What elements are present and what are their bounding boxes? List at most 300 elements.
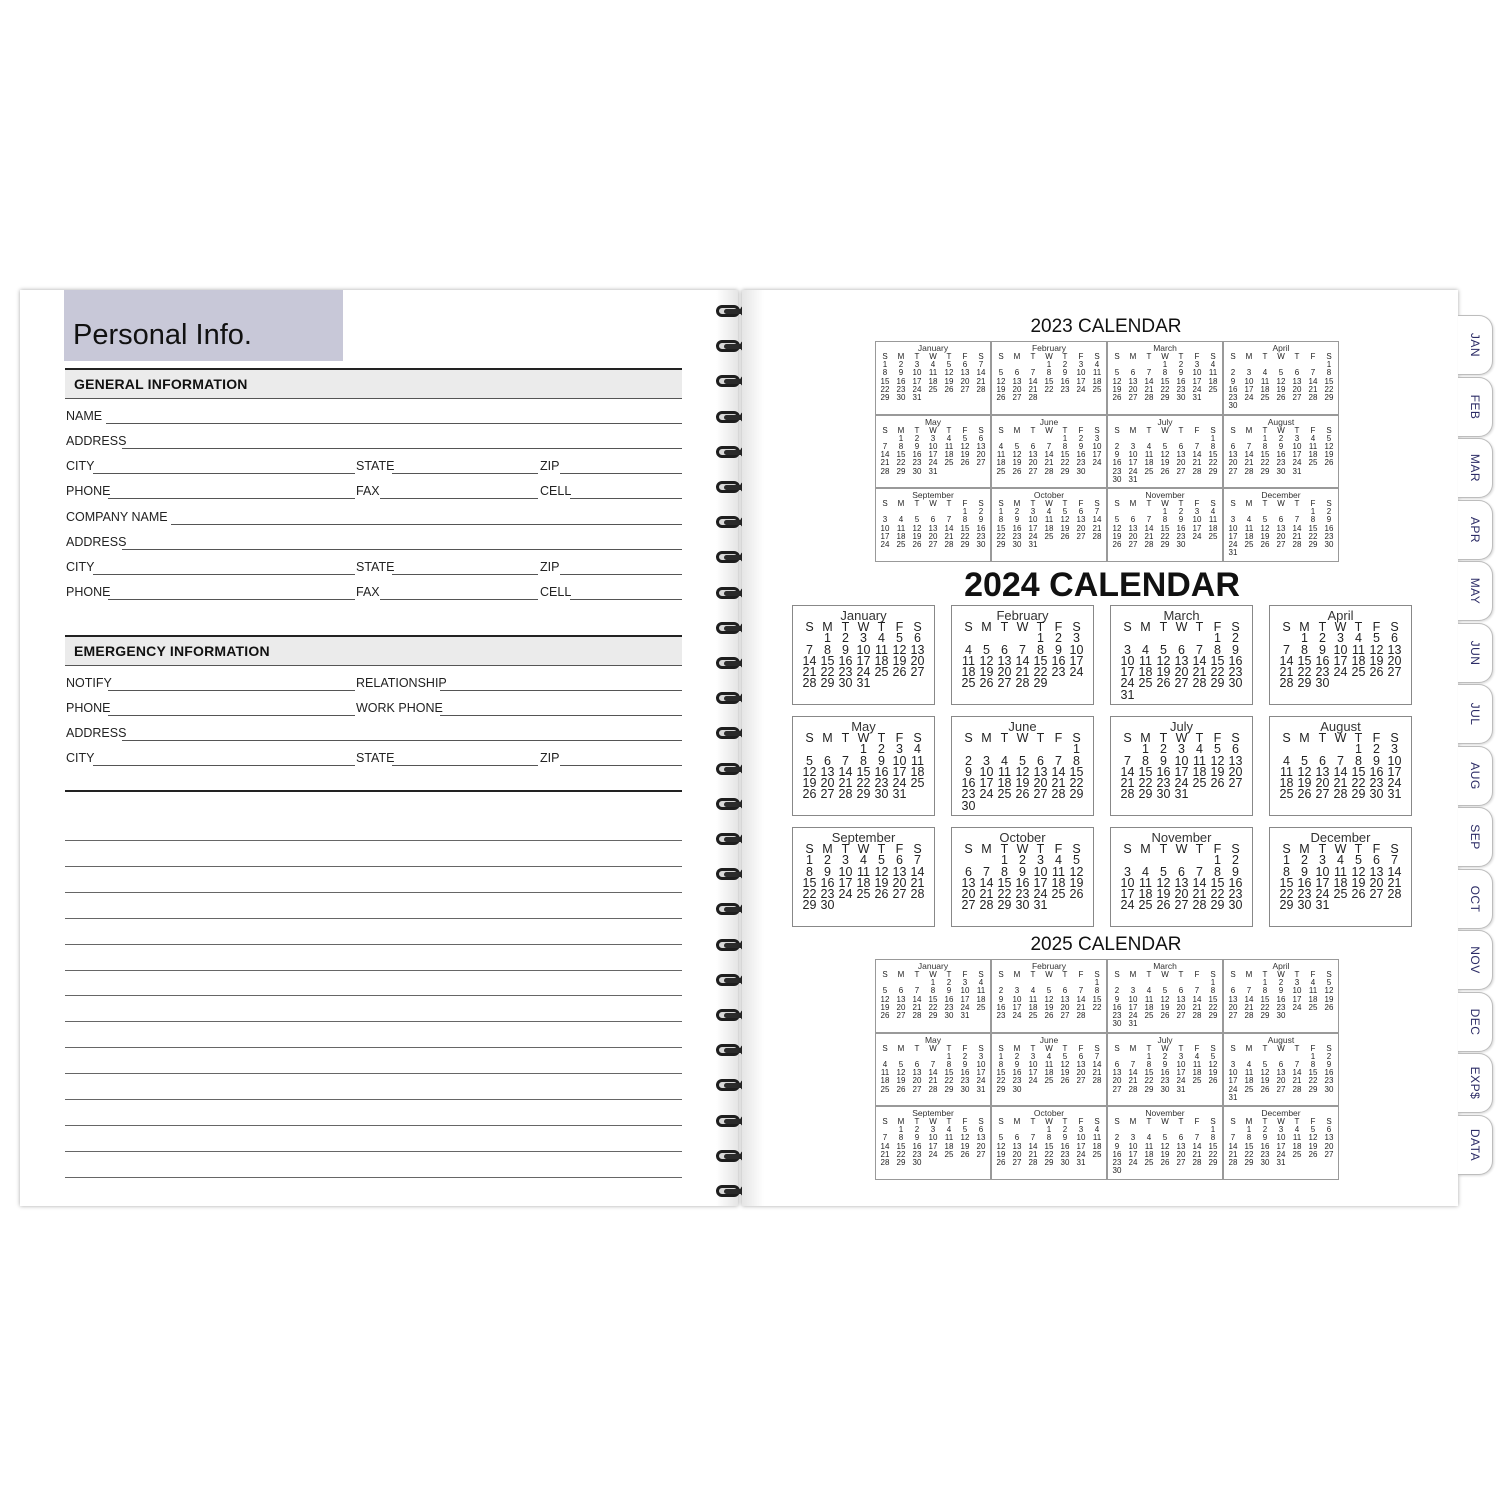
day-cell: 26 — [1276, 393, 1286, 403]
weekday-header: F — [1194, 970, 1200, 979]
relationship-field[interactable] — [440, 690, 682, 691]
weekday-header: T — [1062, 499, 1068, 508]
day-cell: 7 — [1196, 642, 1203, 657]
tab-exp[interactable] — [1458, 1053, 1493, 1113]
day-cell: 1 — [946, 1051, 952, 1061]
month-day-grid — [993, 971, 1105, 1020]
day-cell: 6 — [1178, 986, 1184, 996]
day-cell: 18 — [1308, 994, 1318, 1004]
note-line[interactable] — [65, 1047, 682, 1048]
weekday-header: S — [998, 425, 1004, 435]
day-cell: 14 — [928, 1068, 938, 1078]
day-cell: 16 — [896, 376, 906, 386]
month-name: July — [1157, 1034, 1173, 1045]
weekday-header: F — [1372, 731, 1381, 745]
weekday-header: F — [895, 731, 904, 745]
day-cell: 24 — [1012, 1011, 1022, 1021]
day-cell: 11 — [1092, 368, 1102, 378]
company-zip-field[interactable] — [560, 574, 682, 575]
day-cell: 8 — [882, 368, 888, 378]
day-cell: 2 — [1114, 1133, 1120, 1143]
day-cell: 24 — [1028, 531, 1038, 541]
day-cell: 31 — [1120, 687, 1135, 702]
day-cell: 15 — [1160, 376, 1170, 386]
emergency-zip-field[interactable] — [560, 765, 682, 766]
tab-mar[interactable] — [1458, 438, 1493, 498]
day-cell: 7 — [882, 441, 888, 451]
day-cell: 11 — [1052, 864, 1065, 879]
day-cell: 10 — [1033, 864, 1048, 879]
month-day-grid — [1278, 622, 1404, 690]
day-cell: 27 — [1028, 466, 1038, 476]
day-cell: 7 — [914, 986, 920, 996]
day-cell: 26 — [1012, 466, 1022, 476]
weekday-header: W — [1016, 842, 1029, 856]
tab-jan[interactable] — [1458, 315, 1493, 375]
day-cell: 25 — [880, 1084, 890, 1094]
day-cell: 13 — [997, 653, 1012, 668]
day-cell: 4 — [1355, 631, 1362, 646]
weekday-header: S — [978, 499, 984, 508]
day-cell: 22 — [896, 1149, 906, 1159]
page-title-box — [64, 290, 343, 361]
day-cell: 30 — [1060, 1158, 1070, 1168]
weekday-header: W — [1277, 352, 1285, 361]
day-cell: 7 — [1246, 441, 1252, 451]
fax-field[interactable] — [380, 498, 538, 499]
day-cell: 28 — [1120, 787, 1135, 802]
day-cell: 14 — [979, 875, 994, 890]
day-cell: 23 — [912, 458, 922, 468]
day-cell: 11 — [1308, 441, 1318, 451]
day-cell: 21 — [976, 376, 986, 386]
month-name: February — [1031, 961, 1066, 971]
day-cell: 16 — [961, 776, 976, 791]
note-line[interactable] — [65, 995, 682, 996]
day-cell: 28 — [1144, 540, 1154, 550]
day-cell: 28 — [880, 1158, 890, 1168]
day-cell: 21 — [1387, 875, 1402, 890]
note-line[interactable] — [65, 1099, 682, 1100]
emergency-address-field[interactable] — [122, 740, 682, 741]
day-cell: 27 — [912, 1084, 922, 1094]
day-cell: 15 — [1208, 450, 1218, 460]
company-state-field[interactable] — [392, 574, 538, 575]
name-field[interactable] — [106, 423, 682, 424]
note-line[interactable] — [65, 970, 682, 971]
day-cell: 5 — [1114, 515, 1120, 525]
weekday-header: T — [946, 352, 952, 361]
day-cell: 29 — [880, 393, 890, 403]
day-cell: 20 — [1128, 531, 1138, 541]
day-cell: 12 — [880, 994, 890, 1004]
day-cell: 18 — [1044, 1068, 1054, 1078]
day-cell: 21 — [1044, 458, 1054, 468]
month-day-grid — [801, 622, 927, 690]
company-phone-field[interactable] — [108, 599, 355, 600]
day-cell: 28 — [976, 384, 986, 394]
day-cell: 24 — [1069, 665, 1084, 680]
weekday-header: W — [857, 731, 870, 745]
day-cell: 4 — [965, 642, 972, 657]
day-cell: 23 — [1156, 776, 1171, 791]
day-cell: 9 — [1178, 368, 1184, 378]
day-cell: 9 — [1019, 864, 1026, 879]
weekday-header: W — [929, 970, 937, 979]
day-cell: 17 — [1244, 384, 1254, 394]
weekday-header: T — [1146, 1043, 1152, 1053]
day-cell: 27 — [960, 384, 970, 394]
day-cell: 6 — [1278, 1059, 1284, 1069]
day-cell: 17 — [880, 531, 890, 541]
tab-sep[interactable] — [1458, 807, 1493, 867]
tab-nov[interactable] — [1458, 930, 1493, 990]
day-cell: 5 — [914, 515, 920, 525]
day-cell: 23 — [1112, 466, 1122, 476]
day-cell: 7 — [1030, 1133, 1036, 1143]
weekday-header: M — [897, 499, 905, 508]
day-cell: 23 — [1315, 665, 1330, 680]
day-cell: 17 — [928, 450, 938, 460]
day-cell: 22 — [820, 665, 835, 680]
day-cell: 15 — [896, 1141, 906, 1151]
weekday-header: T — [946, 970, 952, 979]
day-cell: 15 — [1069, 764, 1084, 779]
weekday-header: F — [1194, 1043, 1200, 1053]
day-cell: 8 — [1146, 1059, 1152, 1069]
weekday-header: W — [1277, 1043, 1285, 1053]
month-name: November — [1145, 490, 1185, 500]
day-cell: 8 — [860, 753, 867, 768]
weekday-header: W — [1016, 620, 1029, 634]
day-cell: 13 — [1012, 1141, 1022, 1151]
day-cell: 7 — [1283, 642, 1290, 657]
note-line[interactable] — [65, 944, 682, 945]
day-cell: 5 — [1214, 742, 1221, 757]
day-cell: 31 — [1315, 898, 1330, 913]
note-line[interactable] — [65, 1021, 682, 1022]
company-city-field[interactable] — [93, 574, 355, 575]
day-cell: 2 — [898, 360, 904, 370]
day-cell: 17 — [1128, 1002, 1138, 1012]
day-cell: 15 — [1144, 1068, 1154, 1078]
day-cell: 22 — [1208, 1002, 1218, 1012]
day-cell: 15 — [1244, 1141, 1254, 1151]
month-name: May — [924, 1034, 942, 1045]
day-cell: 4 — [998, 441, 1004, 451]
day-cell: 14 — [1228, 1141, 1238, 1151]
day-cell: 3 — [1130, 986, 1136, 996]
day-cell: 18 — [1092, 1141, 1102, 1151]
day-cell: 24 — [1120, 676, 1135, 691]
month-name: March — [1163, 608, 1200, 623]
weekday-header: F — [1078, 1043, 1084, 1053]
day-cell: 19 — [1060, 523, 1070, 533]
day-cell: 22 — [880, 384, 890, 394]
day-cell: 5 — [1162, 441, 1168, 451]
month-day-grid — [993, 427, 1105, 476]
day-cell: 31 — [1128, 474, 1138, 484]
month-day-grid — [1278, 844, 1404, 912]
day-cell: 10 — [960, 986, 970, 996]
day-cell: 16 — [1012, 523, 1022, 533]
phone-field[interactable] — [108, 498, 355, 499]
day-cell: 3 — [1030, 1051, 1036, 1061]
day-cell: 29 — [928, 1011, 938, 1021]
month-day-grid — [1225, 353, 1337, 410]
note-line[interactable] — [65, 866, 682, 867]
day-cell: 17 — [1292, 450, 1302, 460]
weekday-header: F — [1213, 731, 1222, 745]
tab-may[interactable] — [1458, 561, 1493, 621]
weekday-header: M — [822, 842, 833, 856]
day-cell: 23 — [1112, 1011, 1122, 1021]
city-field[interactable] — [93, 473, 355, 474]
emergency-phone-label: PHONE — [66, 701, 111, 715]
day-cell: 3 — [1073, 631, 1080, 646]
day-cell: 12 — [996, 376, 1006, 386]
day-cell: 16 — [1324, 1068, 1334, 1078]
day-cell: 22 — [944, 1076, 954, 1086]
day-cell: 9 — [1278, 441, 1284, 451]
weekday-header: F — [1054, 620, 1063, 634]
day-cell: 2 — [1178, 360, 1184, 370]
weekday-header: W — [929, 352, 937, 361]
weekday-header: M — [1299, 620, 1310, 634]
day-cell: 11 — [1192, 1059, 1202, 1069]
day-cell: 21 — [880, 1149, 890, 1159]
weekday-header: M — [897, 970, 905, 979]
day-cell: 5 — [1114, 368, 1120, 378]
tab-label: SEP — [1468, 824, 1482, 850]
weekday-header: T — [946, 1117, 952, 1126]
month-name: August — [1267, 416, 1295, 427]
state-field[interactable] — [392, 473, 538, 474]
day-cell: 20 — [1174, 887, 1189, 902]
day-cell: 13 — [1174, 875, 1189, 890]
day-cell: 26 — [1308, 1149, 1318, 1159]
cell-field[interactable] — [570, 498, 682, 499]
day-cell: 15 — [1324, 376, 1334, 386]
day-cell: 26 — [1260, 1084, 1270, 1094]
weekday-header: T — [1030, 1117, 1036, 1126]
day-cell: 15 — [1033, 653, 1048, 668]
day-cell: 16 — [1324, 523, 1334, 533]
day-cell: 5 — [1062, 1051, 1068, 1061]
day-cell: 22 — [1260, 458, 1270, 468]
day-cell: 11 — [976, 986, 986, 996]
day-cell: 7 — [1294, 1059, 1300, 1069]
day-cell: 24 — [1120, 898, 1135, 913]
day-cell: 14 — [1192, 994, 1202, 1004]
day-cell: 25 — [1292, 1149, 1302, 1159]
day-cell: 8 — [1001, 864, 1008, 879]
month-february-2024 — [951, 605, 1094, 705]
weekday-header: T — [1178, 970, 1184, 979]
day-cell: 28 — [838, 787, 853, 802]
note-line[interactable] — [65, 1073, 682, 1074]
day-cell: 14 — [1076, 994, 1086, 1004]
company-name-field[interactable] — [171, 524, 682, 525]
day-cell: 10 — [1192, 368, 1202, 378]
day-cell: 8 — [1283, 864, 1290, 879]
tab-oct[interactable] — [1458, 869, 1493, 929]
emergency-phone-field[interactable] — [108, 715, 355, 716]
day-cell: 11 — [880, 1068, 890, 1078]
day-cell: 28 — [1387, 887, 1402, 902]
day-cell: 2 — [998, 986, 1004, 996]
weekday-header: T — [914, 499, 920, 508]
day-cell: 18 — [1044, 523, 1054, 533]
day-cell: 13 — [1176, 450, 1186, 460]
note-line[interactable] — [65, 1125, 682, 1126]
month-april-2025 — [1223, 959, 1339, 1033]
weekday-header: S — [1326, 1117, 1332, 1126]
tab-apr[interactable] — [1458, 500, 1493, 560]
day-cell: 23 — [1015, 887, 1030, 902]
day-cell: 15 — [1297, 653, 1312, 668]
day-cell: 7 — [1078, 986, 1084, 996]
address-field[interactable] — [122, 448, 682, 449]
day-cell: 21 — [1120, 776, 1135, 791]
company-address-field[interactable] — [122, 549, 682, 550]
day-cell: 16 — [1060, 1141, 1070, 1151]
weekday-header: S — [913, 731, 922, 745]
day-cell: 24 — [1128, 1011, 1138, 1021]
day-cell: 18 — [961, 665, 976, 680]
day-cell: 3 — [1294, 433, 1300, 443]
company-fax-field[interactable] — [380, 599, 538, 600]
day-cell: 30 — [1012, 1084, 1022, 1094]
day-cell: 23 — [1060, 384, 1070, 394]
day-cell: 24 — [1028, 1076, 1038, 1086]
day-cell: 27 — [1128, 393, 1138, 403]
note-line[interactable] — [65, 892, 682, 893]
weekday-header: T — [1146, 970, 1152, 979]
day-cell: 12 — [1369, 642, 1384, 657]
day-cell: 10 — [1174, 753, 1189, 768]
day-cell: 21 — [1128, 1076, 1138, 1086]
day-cell: 29 — [1138, 787, 1153, 802]
weekday-header: T — [1062, 1043, 1068, 1053]
weekday-header: M — [1013, 499, 1021, 508]
emergency-city-field[interactable] — [93, 765, 355, 766]
day-cell: 4 — [1094, 360, 1100, 370]
note-line[interactable] — [65, 1151, 682, 1152]
day-cell: 18 — [944, 1141, 954, 1151]
tab-aug[interactable] — [1458, 746, 1493, 806]
day-cell: 27 — [1176, 1011, 1186, 1021]
day-cell: 24 — [979, 787, 994, 802]
day-cell: 5 — [962, 1125, 968, 1135]
day-cell: 5 — [1014, 441, 1020, 451]
day-cell: 31 — [928, 466, 938, 476]
day-cell: 30 — [1176, 393, 1186, 403]
weekday-header: F — [962, 425, 968, 435]
day-cell: 10 — [1076, 1133, 1086, 1143]
day-cell: 13 — [1128, 376, 1138, 386]
day-cell: 24 — [1092, 458, 1102, 468]
company-name-label: COMPANY NAME — [66, 510, 168, 524]
month-tabs — [1458, 300, 1500, 1220]
zip-field[interactable] — [560, 473, 682, 474]
note-line[interactable] — [65, 918, 682, 919]
day-cell: 2 — [1019, 853, 1026, 868]
note-line[interactable] — [65, 1177, 682, 1178]
day-cell: 28 — [1192, 676, 1207, 691]
day-cell: 28 — [1015, 676, 1030, 691]
tab-jul[interactable] — [1458, 684, 1493, 744]
day-cell: 20 — [1012, 1149, 1022, 1159]
day-cell: 23 — [1112, 1158, 1122, 1168]
month-day-grid — [960, 733, 1086, 812]
weekday-header: T — [1146, 499, 1152, 508]
day-cell: 12 — [1210, 753, 1225, 768]
day-cell: 5 — [998, 368, 1004, 378]
day-cell: 4 — [978, 978, 984, 988]
day-cell: 27 — [1228, 1011, 1238, 1021]
day-cell: 19 — [1156, 665, 1171, 680]
day-cell: 27 — [976, 1149, 986, 1159]
day-cell: 21 — [1192, 1002, 1202, 1012]
month-may-2025 — [875, 1033, 991, 1107]
month-january-2024 — [792, 605, 935, 705]
day-cell: 18 — [1208, 376, 1218, 386]
day-cell: 28 — [1051, 787, 1066, 802]
notes-divider — [65, 790, 682, 792]
day-cell: 7 — [1310, 368, 1316, 378]
weekday-header: M — [1245, 425, 1253, 435]
tab-jun[interactable] — [1458, 623, 1493, 683]
weekday-header: F — [1310, 425, 1316, 435]
day-cell: 15 — [944, 1068, 954, 1078]
tab-dec[interactable] — [1458, 992, 1493, 1052]
tab-feb[interactable] — [1458, 377, 1493, 437]
day-cell: 28 — [1092, 531, 1102, 541]
weekday-header: T — [914, 1117, 920, 1126]
month-february-2025 — [991, 959, 1107, 1033]
day-cell: 8 — [1210, 1133, 1216, 1143]
day-cell: 11 — [1244, 1068, 1254, 1078]
notify-field[interactable] — [108, 690, 355, 691]
day-cell: 7 — [1130, 1059, 1136, 1069]
general-information-heading — [65, 368, 682, 399]
month-june-2023 — [991, 415, 1107, 489]
day-cell: 13 — [1128, 523, 1138, 533]
tab-data[interactable] — [1458, 1115, 1493, 1175]
weekday-header: T — [841, 620, 850, 634]
day-cell: 8 — [1214, 642, 1221, 657]
day-cell: 2 — [842, 631, 849, 646]
emergency-state-field[interactable] — [392, 765, 538, 766]
day-cell: 17 — [976, 1068, 986, 1078]
weekday-header: S — [1326, 425, 1332, 435]
weekday-header: M — [1129, 970, 1137, 979]
day-cell: 13 — [960, 368, 970, 378]
month-name: October — [999, 830, 1046, 845]
note-line[interactable] — [65, 840, 682, 841]
work-phone-field[interactable] — [440, 715, 682, 716]
day-cell: 2 — [1114, 986, 1120, 996]
month-name: June — [1008, 719, 1037, 734]
day-cell: 12 — [1156, 653, 1171, 668]
day-cell: 9 — [1232, 864, 1239, 879]
day-cell: 1 — [1062, 433, 1068, 443]
day-cell: 26 — [1208, 1076, 1218, 1086]
day-cell: 27 — [1276, 540, 1286, 550]
day-cell: 22 — [1160, 531, 1170, 541]
company-cell-field[interactable] — [570, 599, 682, 600]
